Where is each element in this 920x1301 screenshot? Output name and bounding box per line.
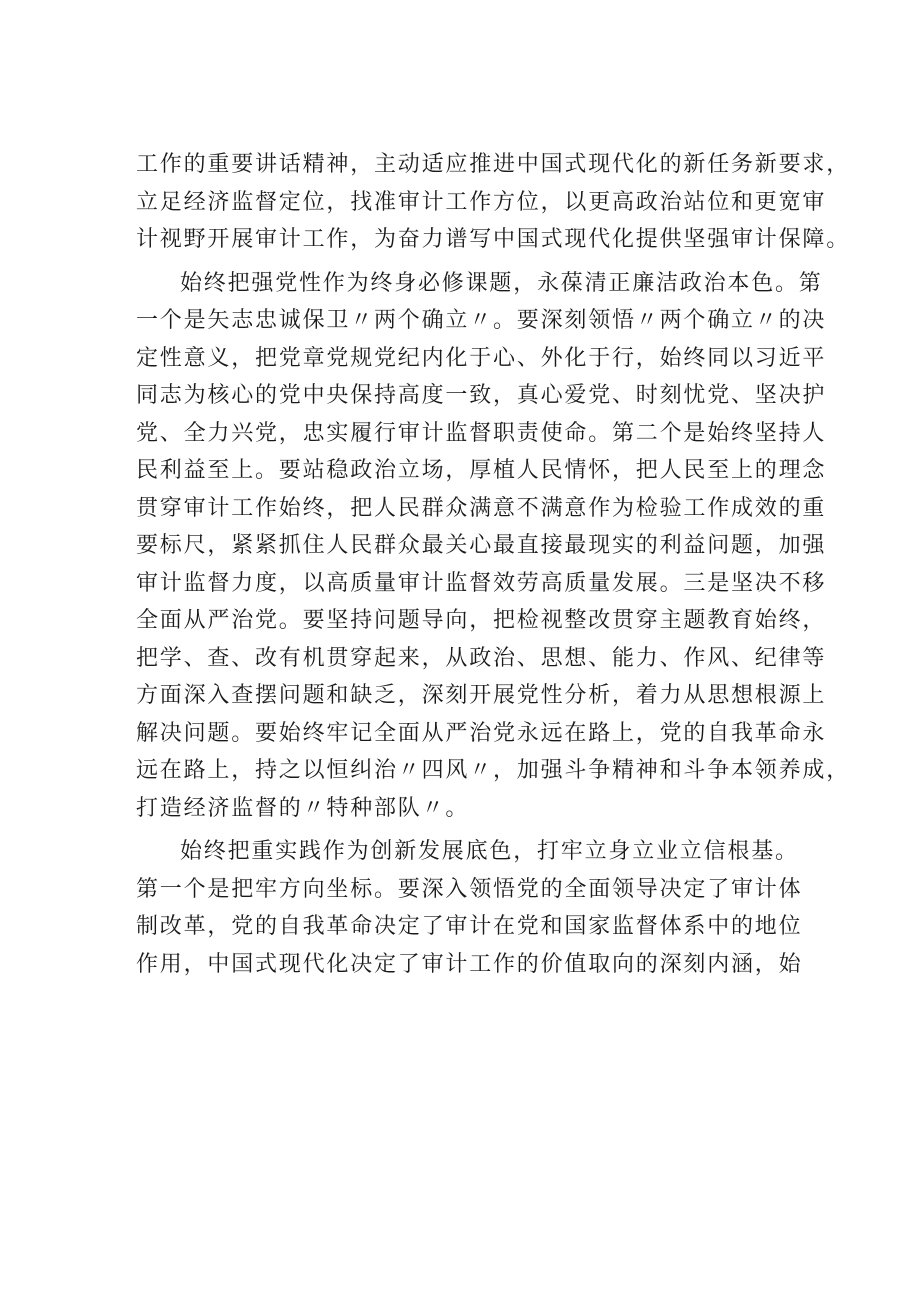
text-line: 审计监督力度，以高质量审计监督效劳高质量发展。三是坚决不移	[136, 570, 827, 596]
text-line: 民利益至上。要站稳政治立场，厚植人民情怀，把人民至上的理念	[136, 458, 827, 483]
paragraph-1	[136, 146, 851, 259]
text-line: 把学、查、改有机贯穿起来，从政治、思想、能力、作风、纪律等	[136, 645, 827, 671]
text-line: 要标尺，紧紧抓住人民群众最关心最直接最现实的利益问题，加强	[136, 533, 827, 558]
paragraph-2	[136, 265, 851, 828]
text-line: 制改革，党的自我革命决定了审计在党和国家监督体系中的地位	[136, 914, 803, 939]
document-body	[136, 146, 851, 983]
text-line: 同志为核心的党中央保持高度一致，真心爱党、时刻忧党、坚决护	[136, 383, 827, 408]
text-line: 贯穿审计工作始终，把人民群众满意不满意作为检验工作成效的重	[136, 495, 827, 521]
text-line: 作用，中国式现代化决定了审计工作的价值取向的深刻内涵，始	[136, 951, 803, 977]
text-line: 全面从严治党。要坚持问题导向，把检视整改贯穿主题教育始终，	[136, 608, 827, 633]
text-line: 立足经济监督定位，找准审计工作方位，以更高政治站位和更宽审	[136, 189, 827, 215]
text-line: 始终把强党性作为终身必修课题，永葆清正廉洁政治本色。第	[180, 270, 823, 296]
text-line: 方面深入查摆问题和缺乏，深刻开展党性分析，着力从思想根源上	[136, 683, 827, 708]
paragraph-3	[136, 833, 803, 983]
text-line: 定性意义，把党章党规党纪内化于心、外化于行，始终同以习近平	[136, 345, 827, 371]
text-line: 始终把重实践作为创新发展底色，打牢立身立业立信根基。	[180, 839, 799, 864]
text-line: 计视野开展审计工作，为奋力谱写中国式现代化提供坚强审计保障。	[136, 227, 851, 252]
text-line: 工作的重要讲话精神，主动适应推进中国式现代化的新任务新要求，	[136, 152, 851, 177]
text-line: 解决问题。要始终牢记全面从严治党永远在路上，党的自我革命永	[136, 720, 827, 746]
text-line: 第一个是把牢方向坐标。要深入领悟党的全面领导决定了审计体	[136, 876, 803, 902]
text-line: 一个是矢志忠诚保卫〃两个确立〃。要深刻领悟〃两个确立〃的决	[136, 308, 827, 333]
text-line: 远在路上，持之以恒纠治〃四风〃，加强斗争精神和斗争本领养成，	[136, 758, 851, 783]
text-line: 打造经济监督的〃特种部队〃。	[136, 795, 470, 821]
text-line: 党、全力兴党，忠实履行审计监督职责使命。第二个是始终坚持人	[136, 420, 827, 446]
